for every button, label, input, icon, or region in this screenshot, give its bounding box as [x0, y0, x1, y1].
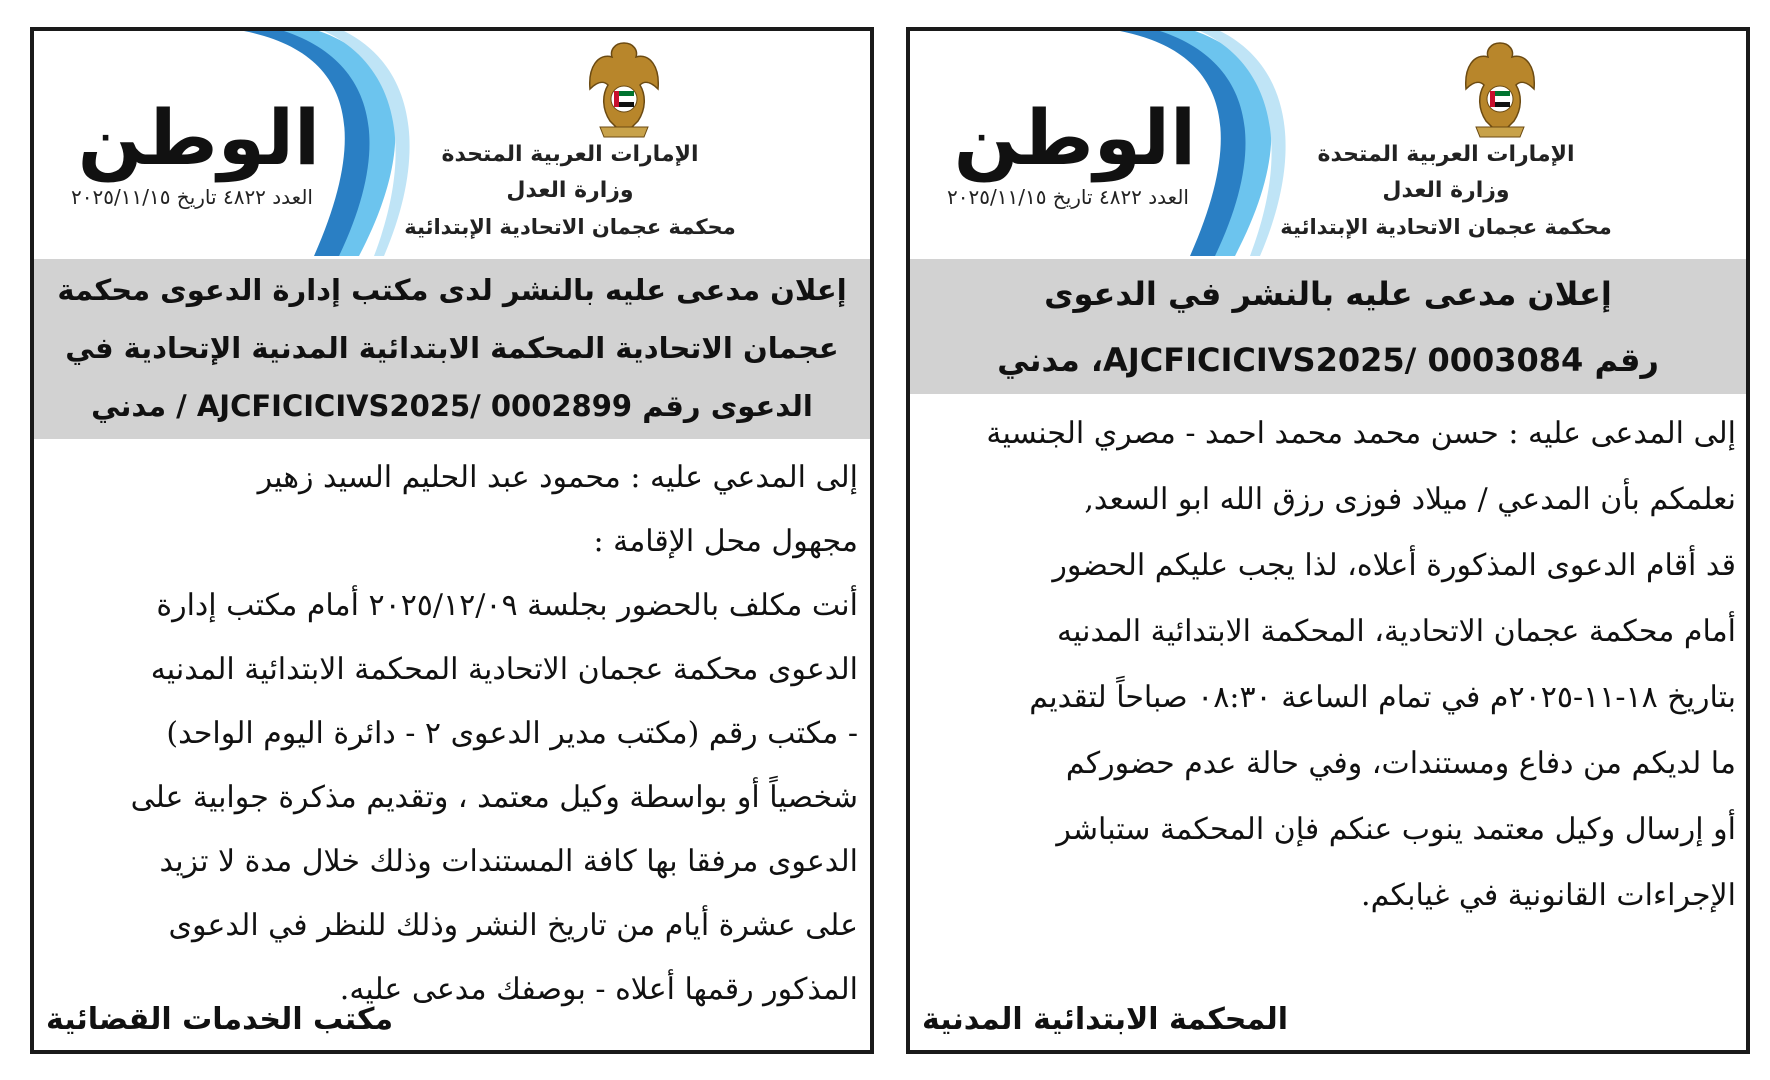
body-line: المذكور رقمها أعلاه - بوصفك مدعى عليه. [339, 972, 858, 1007]
notice-left [30, 27, 874, 1054]
body-line: قد أقام الدعوى المذكورة أعلاه، لذا يجب عليكم الحضور [1052, 548, 1736, 583]
body-line: الدعوى محكمة عجمان الاتحادية المحكمة الابتدائية المدنيه [150, 652, 858, 687]
body-line: شخصياً أو بواسطة وكيل معتمد ، وتقديم مذكرة جوابية على [130, 780, 858, 815]
court-name: محكمة عجمان الاتحادية الإبتدائية [1280, 215, 1612, 239]
body-line: - مكتب رقم (مكتب مدير الدعوى ٢ - دائرة اليوم الواحد) [166, 716, 858, 751]
newspaper-logo: الوطن [77, 93, 320, 182]
title-line: الدعوى رقم AJCFICICIVS2025/ 0002899 / مدني [91, 389, 813, 423]
org-lines [370, 137, 770, 245]
ministry-name: وزارة العدل [506, 178, 634, 203]
body-line: بتاريخ ١٨-١١-٢٠٢٥م في تمام الساعة ٠٨:٣٠ صباحاً لتقديم [1029, 680, 1736, 715]
body-line: أمام محكمة عجمان الاتحادية، المحكمة الابتدائية المدنيه [1057, 614, 1736, 649]
issue-line: العدد ٤٨٢٢ تاريخ ٢٠٢٥/١١/١٥ [71, 185, 313, 209]
body-line: ما لديكم من دفاع ومستندات، وفي حالة عدم حضوركم [1065, 746, 1736, 781]
notice-body [910, 401, 1746, 929]
notice-signature: المحكمة الابتدائية المدنية [922, 1002, 1289, 1037]
body-line: أنت مكلف بالحضور بجلسة ٢٠٢٥/١٢/٠٩ أمام مكتب إدارة [156, 588, 858, 623]
title-line: إعلان مدعى عليه بالنشر لدى مكتب إدارة الدعوى محكمة [57, 273, 847, 307]
notice-body [34, 446, 870, 1022]
notice-title-banner [910, 259, 1746, 394]
country-name: الإمارات العربية المتحدة [1317, 142, 1575, 167]
notice-header [910, 31, 1746, 259]
notice-title-banner [34, 259, 870, 439]
country-name: الإمارات العربية المتحدة [441, 142, 699, 167]
body-line: إلى المدعى عليه : حسن محمد محمد احمد - مصري الجنسية [986, 416, 1736, 451]
body-line: نعلمكم بأن المدعي / ميلاد فوزى رزق الله ابو السعد, [1084, 482, 1736, 517]
body-line: أو إرسال وكيل معتمد ينوب عنكم فإن المحكمة ستباشر [1056, 812, 1736, 847]
notice-right [906, 27, 1750, 1054]
notice-header [34, 31, 870, 259]
newspaper-logo: الوطن [953, 93, 1196, 182]
uae-eagle-emblem-icon [1460, 37, 1540, 141]
body-line: إلى المدعي عليه : محمود عبد الحليم السيد زهير [257, 460, 858, 495]
body-line: على عشرة أيام من تاريخ النشر وذلك للنظر في الدعوى [168, 908, 858, 943]
notice-signature: مكتب الخدمات القضائية [46, 1002, 394, 1037]
issue-line: العدد ٤٨٢٢ تاريخ ٢٠٢٥/١١/١٥ [947, 185, 1189, 209]
court-name: محكمة عجمان الاتحادية الإبتدائية [404, 215, 736, 239]
body-line: مجهول محل الإقامة : [593, 524, 858, 559]
uae-eagle-emblem-icon [584, 37, 664, 141]
ministry-name: وزارة العدل [1382, 178, 1510, 203]
org-lines [1246, 137, 1646, 245]
body-line: الإجراءات القانونية في غيابكم. [1361, 878, 1736, 913]
title-line: رقم AJCFICICIVS2025/ 0003084، مدني [997, 341, 1659, 379]
title-line: عجمان الاتحادية المحكمة الابتدائية المدنية الإتحادية في [65, 331, 839, 365]
body-line: الدعوى مرفقا بها كافة المستندات وذلك خلال مدة لا تزيد [159, 844, 858, 879]
title-line: إعلان مدعى عليه بالنشر في الدعوى [1044, 275, 1612, 313]
